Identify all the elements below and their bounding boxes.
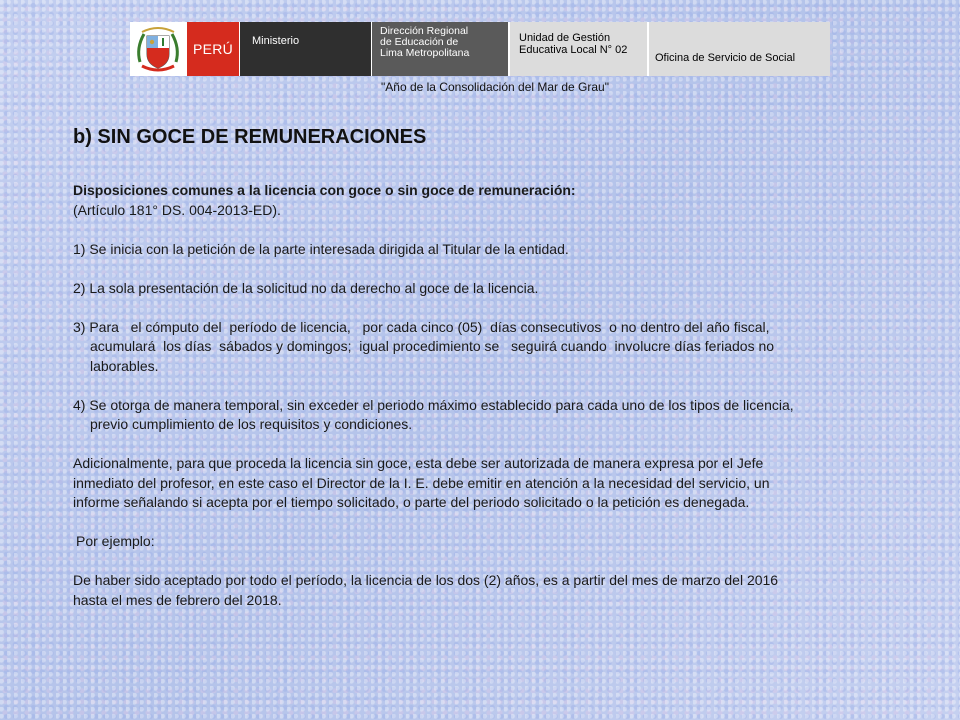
example-label: Por ejemplo: — [76, 533, 155, 549]
paragraph-line: inmediato del profesor, en este caso el Director de la I. E. debe emitir en atención a la necesidad del servicio, un — [73, 474, 770, 491]
list-item-2: 2) La sola presentación de la solicitud no da derecho al goce de la licencia. — [73, 279, 539, 296]
direccion-line: Lima Metropolitana — [380, 47, 470, 59]
direccion-line: de Educación de — [380, 36, 459, 48]
list-item-4-line: previo cumplimiento de los requisitos y condiciones. — [90, 416, 413, 432]
direccion-line: Dirección Regional — [380, 25, 469, 37]
paragraph-line: informe señalando si acepta por el tiempo solicitado, o parte del periodo solicitado o la petición es denegada. — [73, 494, 750, 510]
header-banner — [130, 22, 830, 76]
legal-reference: (Artículo 181° DS. 004-2013-ED). — [73, 201, 281, 218]
ministerio-label: Ministerio — [252, 35, 300, 47]
paragraph-line: Adicionalmente, para que proceda la licencia sin goce, esta debe ser autorizada de manera expresa por el Jefe — [73, 455, 764, 471]
oficina-label: Oficina de Servicio de Social — [655, 52, 796, 64]
list-item-4-line: 4) Se otorga de manera temporal, sin exceder el periodo máximo establecido para cada uno de los tipos de licencia, — [73, 396, 794, 413]
example-line: De haber sido aceptado por todo el período, la licencia de los dos (2) años, es a partir del mes de marzo del 2016 — [73, 572, 779, 588]
coat-of-arms-logo — [130, 22, 186, 76]
ministerio-box — [240, 22, 371, 76]
page-title: b) SIN GOCE DE REMUNERACIONES — [73, 126, 427, 148]
list-item-3-line: 3) Para el cómputo del período de licencia, por cada cinco (05) días consecutivos o no dentro del año fiscal, — [73, 318, 770, 335]
list-item-3-line: acumulará los días sábados y domingos; igual procedimiento se seguirá cuando involucre días feriados no — [90, 338, 775, 354]
direccion-regional-box — [372, 22, 508, 76]
coat-of-arms-icon — [130, 22, 186, 76]
ugel-line: Unidad de Gestión — [519, 32, 611, 44]
list-item-3-line: laborables. — [90, 357, 159, 374]
peru-label: PERÚ — [192, 41, 234, 57]
document-body — [73, 181, 903, 610]
section-subtitle: Disposiciones comunes a la licencia con goce o sin goce de remuneración: — [73, 182, 576, 198]
year-motto: "Año de la Consolidación del Mar de Grau" — [381, 80, 609, 94]
list-item-1: 1) Se inicia con la petición de la parte interesada dirigida al Titular de la entidad. — [73, 240, 569, 257]
peru-label-box — [187, 22, 239, 76]
ugel-line: Educativa Local N° 02 — [519, 44, 628, 56]
example-line: hasta el mes de febrero del 2018. — [73, 591, 282, 608]
oficina-box — [649, 22, 830, 76]
ugel-box — [510, 22, 647, 76]
